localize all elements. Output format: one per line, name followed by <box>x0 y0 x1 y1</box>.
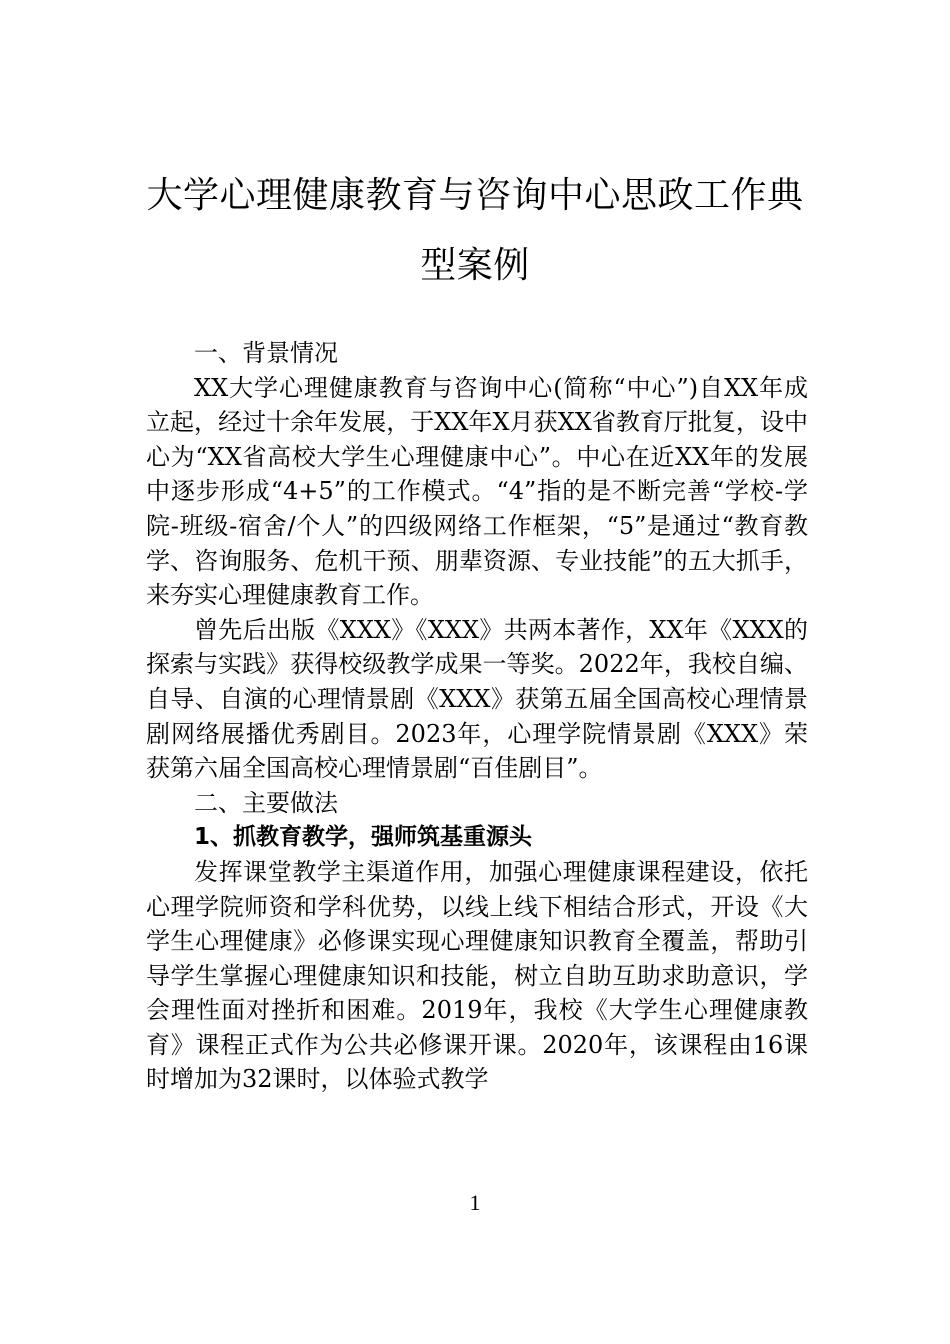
section-heading-main-practices: 二、主要做法 <box>194 788 338 817</box>
paragraph-background-2: 曾先后出版《XXX》《XXX》共两本著作，XX年《XXX的探索与实践》获得校级教学成果一等奖。2022年，我校自编、自导、自演的心理情景剧《XXX》获第五届全国高校心理情景剧网络展播优秀剧目。2023年，心理学院情景剧《XXX》荣获第六届全国高校心理情景剧“百佳剧目”。 <box>146 615 808 783</box>
section-heading-background: 一、背景情况 <box>194 339 338 367</box>
paragraph-teaching-1: 发挥课堂教学主渠道作用，加强心理健康课程建设，依托心理学院师资和学科优势，以线上线下相结合形式，开设《大学生心理健康》必修课实现心理健康知识教育全覆盖，帮助引导学生掌握心理健康知识和技能，树立自助互助求助意识，学会理性面对挫折和困难。2019年，我校《大学生心理健康教育》课程正式作为公共必修课开课。2020年，该课程由16课时增加为32课时，以体验式教学 <box>146 857 808 1094</box>
page-number: 1 <box>469 1190 481 1215</box>
document-body <box>146 336 808 1097</box>
document-title-line-2: 型案例 <box>420 245 530 286</box>
subsection-heading-teaching: 1、抓教育教学，强师筑基重源头 <box>194 824 533 851</box>
paragraph-background-1: XX大学心理健康教育与咨询中心(简称“中心”)自XX年成立起，经过十余年发展，于XX年X月获XX省教育厅批复，设中心为“XX省高校大学生心理健康中心”。中心在近XX年的发展中逐步形成“4+5”的工作模式。“4”指的是不断完善“学校-学院-班级-宿舍/个人”的四级网络工作框架，“5”是通过“教育教学、咨询服务、危机干预、朋辈资源、专业技能”的五大抓手，来夯实心理健康教育工作。 <box>146 373 808 610</box>
document-title-line-1: 大学心理健康教育与咨询中心思政工作典 <box>146 175 804 216</box>
